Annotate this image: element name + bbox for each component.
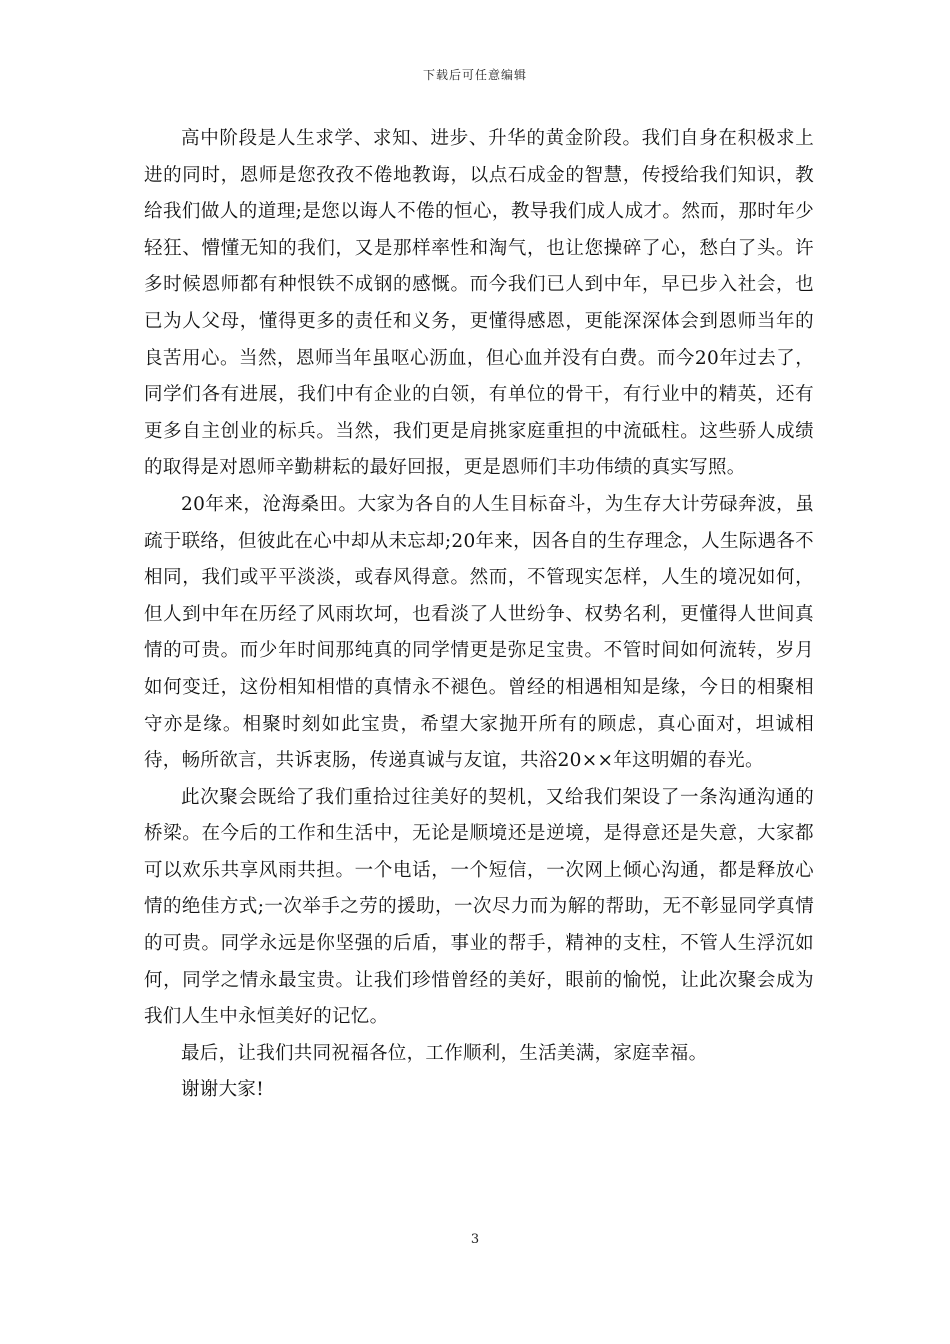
paragraph-2: 20年来，沧海桑田。大家为各自的人生目标奋斗，为生存大计劳碌奔波，虽疏于联络，但彼此在心中却从未忘却;20年来，因各自的生存理念，人生际遇各不相同，我们或平平淡淡，或春风得意。然而，不管现实怎样，人生的境况如何，但人到中年在历经了风雨坎坷，也看淡了人世纷争、权势名利，更懂得人世间真情的可贵。而少年时间那纯真的同学情更是弥足宝贵。不管时间如何流转，岁月如何变迁，这份相知相惜的真情永不褪色。曾经的相遇相知是缘，今日的相聚相守亦是缘。相聚时刻如此宝贵，希望大家抛开所有的顾虑，真心面对，坦诚相待，畅所欲言，共诉衷肠，传递真诚与友谊，共浴20××年这明媚的春光。 [144, 493, 814, 772]
page-header: 下载后可任意编辑 [422, 68, 527, 82]
paragraph-1: 高中阶段是人生求学、求知、进步、升华的黄金阶段。我们自身在积极求上进的同时，恩师是您孜孜不倦地教诲，以点石成金的智慧，传授给我们知识，教给我们做人的道理;是您以诲人不倦的恒心，教导我们成人成才。然而，那时年少轻狂、懵懂无知的我们，又是那样率性和淘气，也让您操碎了心，愁白了头。许多时候恩师都有种恨铁不成钢的感慨。而今我们已人到中年，早已步入社会，也已为人父母，懂得更多的责任和义务，更懂得感恩，更能深深体会到恩师当年的良苦用心。当然，恩师当年虽呕心沥血，但心血并没有白费。而今20年过去了，同学们各有进展，我们中有企业的白领，有单位的骨干，有行业中的精英，还有更多自主创业的标兵。当然，我们更是肩挑家庭重担的中流砥柱。这些骄人成绩的取得是对恩师辛勤耕耘的最好回报，更是恩师们丰功伟绩的真实写照。 [144, 128, 814, 479]
paragraph-3: 此次聚会既给了我们重拾过往美好的契机，又给我们架设了一条沟通沟通的桥梁。在今后的工作和生活中，无论是顺境还是逆境，是得意还是失意，大家都可以欢乐共享风雨共担。一个电话，一个短信，一次网上倾心沟通，都是释放心情的绝佳方式;一次举手之劳的援助，一次尽力而为解的帮助，无不彰显同学真情的可贵。同学永远是你坚强的后盾，事业的帮手，精神的支柱，不管人生浮沉如何，同学之情永最宝贵。让我们珍惜曾经的美好，眼前的愉悦，让此次聚会成为我们人生中永恒美好的记忆。 [144, 786, 814, 1028]
page-number: 3 [470, 1232, 480, 1247]
paragraph-4: 最后，让我们共同祝福各位，工作顺利，生活美满，家庭幸福。 [181, 1042, 708, 1064]
document-body [144, 121, 814, 1109]
paragraph-5: 谢谢大家! [181, 1079, 264, 1101]
